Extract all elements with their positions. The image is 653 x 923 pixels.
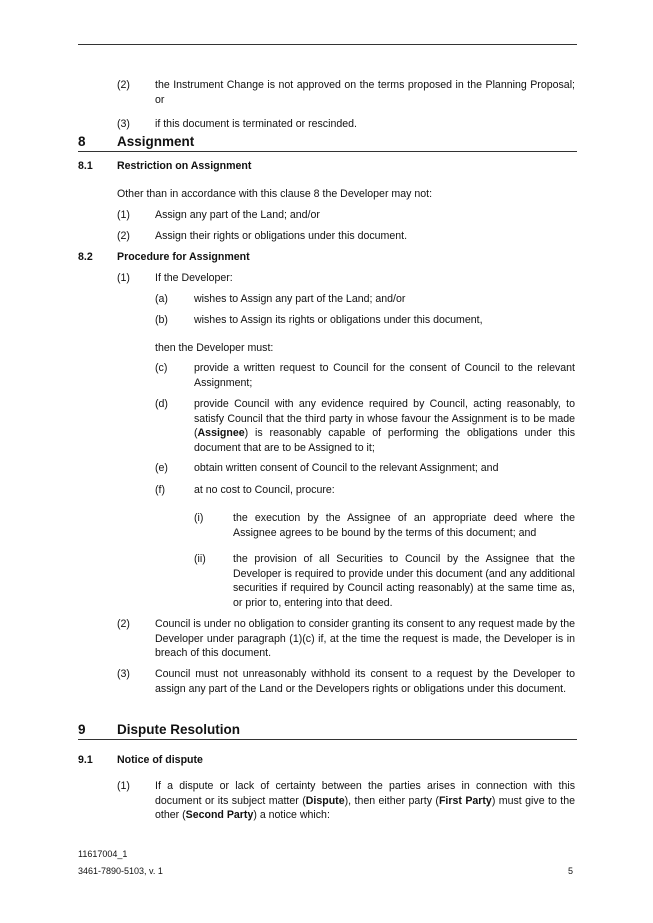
section-number: 9: [78, 722, 86, 737]
text-run: ) is reasonably capable of performing the obligations under this document that are to be Assigned to it;: [194, 427, 575, 454]
item-number: (2): [117, 618, 130, 630]
footer-version: 3461-7890-5103, v. 1: [78, 866, 163, 876]
section-title: Assignment: [117, 134, 195, 149]
text-run: ), then either party (: [344, 794, 439, 807]
text-run: provide Council with any evidence required by Council, acting reasonably, to satisfy Council that the third party in whose favour the Assignment is to be made (: [194, 398, 575, 440]
item-number: (ii): [194, 553, 206, 565]
item-text: If the Developer:: [155, 272, 233, 284]
subsection-number: 8.2: [78, 251, 93, 263]
item-text: Council is under no obligation to consider granting its consent to any request made by the Developer under paragraph (1)(c) if, at the time the request is made, the Developer is in breach of this document.: [155, 618, 575, 660]
text-run: ) a notice which:: [253, 809, 330, 822]
item-number: (1): [117, 272, 130, 284]
item-text: Assign their rights or obligations under this document.: [155, 230, 408, 242]
section-rule: [78, 151, 577, 152]
item-number: (e): [155, 462, 168, 474]
item-number: (2): [117, 230, 130, 242]
item-text: if this document is terminated or rescinded.: [155, 118, 357, 130]
item-number: (3): [117, 668, 130, 680]
section-rule: [78, 739, 577, 740]
paragraph: Other than in accordance with this clause 8 the Developer may not:: [117, 188, 433, 200]
subsection-title: Procedure for Assignment: [117, 251, 250, 263]
item-text: wishes to Assign any part of the Land; and/or: [194, 293, 406, 305]
item-number: (c): [155, 362, 168, 374]
item-number: (1): [117, 209, 130, 221]
item-number: (1): [117, 780, 130, 792]
text-run: ) must give to the other (: [155, 794, 575, 822]
item-number: (i): [194, 512, 204, 524]
item-text: Assign any part of the Land; and/or: [155, 209, 320, 221]
item-text: obtain written consent of Council to the relevant Assignment; and: [194, 462, 499, 474]
section-number: 8: [78, 134, 86, 149]
section-title: Dispute Resolution: [117, 722, 241, 737]
subsection-number: 9.1: [78, 754, 93, 766]
defined-term: First Party: [438, 794, 492, 807]
item-text: [194, 397, 575, 455]
paragraph: then the Developer must:: [155, 342, 274, 354]
item-text: provide a written request to Council for the consent of Council to the relevant Assignment;: [194, 362, 575, 389]
page-number: 5: [568, 866, 574, 876]
item-number: (f): [155, 484, 165, 496]
item-number: (b): [155, 314, 168, 326]
header-rule: [78, 44, 577, 45]
item-number: (2): [117, 79, 130, 91]
item-text: the provision of all Securities to Council by the Assignee that the Developer is required to provide under this document (and any additional securities if required by Council acting reasonably) at the same time as, or prior to, entering into that deed.: [233, 553, 575, 609]
defined-term: Dispute: [305, 794, 345, 807]
subsection-title: Restriction on Assignment: [117, 160, 252, 172]
item-text: at no cost to Council, procure:: [194, 484, 335, 496]
item-number: (a): [155, 293, 168, 305]
item-text: [155, 779, 575, 823]
item-number: (3): [117, 118, 130, 130]
defined-term: Second Party: [185, 809, 254, 822]
subsection-number: 8.1: [78, 160, 93, 172]
item-text: Council must not unreasonably withhold its consent to a request by the Developer to assign any part of the Land or the Developers rights or obligations under this document.: [155, 668, 575, 695]
item-number: (d): [155, 398, 168, 410]
item-text: wishes to Assign its rights or obligations under this document,: [194, 314, 483, 326]
defined-term: Assignee: [197, 427, 245, 440]
item-text: the Instrument Change is not approved on the terms proposed in the Planning Proposal; or: [155, 79, 575, 106]
item-text: the execution by the Assignee of an appropriate deed where the Assignee agrees to be bound by the terms of this document; and: [233, 512, 575, 539]
text-run: If a dispute or lack of certainty between the parties arises in connection with this document or its subject matter (: [155, 780, 575, 807]
subsection-title: Notice of dispute: [117, 754, 203, 766]
footer-document-id: 11617004_1: [78, 849, 128, 859]
